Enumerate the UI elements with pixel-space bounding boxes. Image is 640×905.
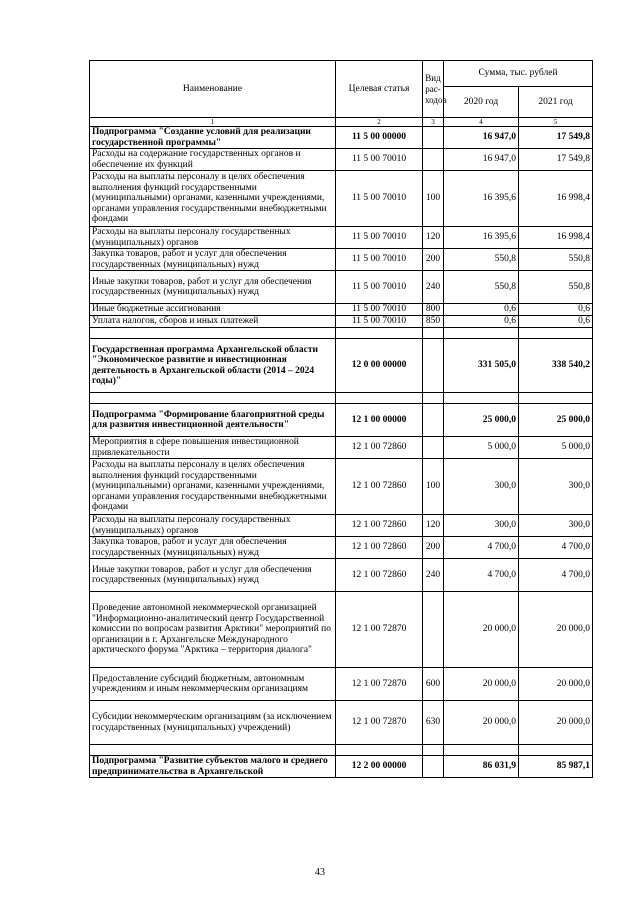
row-expense-type	[423, 437, 444, 459]
row-name: Расходы на содержание государственных органов и обеспечение их функций	[90, 149, 336, 171]
row-sum-2021: 300,0	[519, 515, 593, 537]
spacer-row	[90, 393, 593, 404]
row-sum-2021: 0,6	[519, 316, 593, 328]
table-row	[90, 316, 593, 328]
column-number: 4	[444, 118, 519, 127]
row-target-article: 12 1 00 72860	[336, 515, 423, 537]
table-row	[90, 304, 593, 316]
row-target-article: 12 2 00 00000	[336, 756, 423, 778]
budget-table	[89, 60, 593, 778]
table-row	[90, 127, 593, 149]
row-expense-type	[423, 756, 444, 778]
row-name: Закупка товаров, работ и услуг для обеспечения государственных (муниципальных) нужд	[90, 537, 336, 559]
row-sum-2020: 20 000,0	[444, 701, 519, 745]
row-sum-2020: 86 031,9	[444, 756, 519, 778]
row-expense-type: 850	[423, 316, 444, 328]
spacer-row	[90, 745, 593, 756]
row-target-article: 12 1 00 72860	[336, 559, 423, 592]
row-sum-2020: 300,0	[444, 515, 519, 537]
row-sum-2020: 16 395,6	[444, 171, 519, 227]
row-name: Субсидии некоммерческим организациям (за исключением государственных (муниципальных) учреждений)	[90, 701, 336, 745]
row-target-article: 11 5 00 00000	[336, 127, 423, 149]
row-expense-type: 800	[423, 304, 444, 316]
row-target-article: 11 5 00 70010	[336, 149, 423, 171]
row-target-article: 12 1 00 72860	[336, 537, 423, 559]
header-year-2020: 2020 год	[444, 87, 519, 118]
header-name: Наименование	[90, 61, 336, 118]
row-target-article: 11 5 00 70010	[336, 249, 423, 271]
column-number: 3	[423, 118, 444, 127]
row-sum-2021: 4 700,0	[519, 537, 593, 559]
row-expense-type	[423, 127, 444, 149]
row-sum-2021: 4 700,0	[519, 559, 593, 592]
row-name: Расходы на выплаты персоналу в целях обеспечения выполнения функций государственными (муниципальными) органами, казенными учреждениями, органами управления государственными внебюджетными фондами	[90, 459, 336, 515]
table-row	[90, 249, 593, 271]
header-sum: Сумма, тыс. рублей	[444, 61, 593, 87]
empty-cell	[444, 328, 519, 339]
row-sum-2020: 550,8	[444, 249, 519, 271]
row-sum-2021: 16 998,4	[519, 171, 593, 227]
row-expense-type: 240	[423, 559, 444, 592]
row-sum-2020: 16 947,0	[444, 149, 519, 171]
row-target-article: 12 1 00 72870	[336, 668, 423, 701]
row-sum-2020: 5 000,0	[444, 437, 519, 459]
row-name: Подпрограмма "Развитие субъектов малого и среднего предпринимательства в Архангельской	[90, 756, 336, 778]
row-expense-type: 120	[423, 515, 444, 537]
header-type: Вид рас-ходов	[423, 61, 444, 118]
table-row	[90, 459, 593, 515]
row-sum-2021: 20 000,0	[519, 701, 593, 745]
row-sum-2021: 300,0	[519, 459, 593, 515]
column-number: 2	[336, 118, 423, 127]
row-expense-type: 600	[423, 668, 444, 701]
row-name: Расходы на выплаты персоналу государственных (муниципальных) органов	[90, 227, 336, 249]
empty-cell	[90, 745, 336, 756]
row-target-article: 11 5 00 70010	[336, 171, 423, 227]
column-numbers-row	[90, 118, 593, 127]
table-body	[90, 127, 593, 778]
row-sum-2020: 0,6	[444, 316, 519, 328]
empty-cell	[90, 393, 336, 404]
table-row	[90, 339, 593, 393]
table-row	[90, 559, 593, 592]
row-expense-type: 240	[423, 271, 444, 304]
row-sum-2021: 0,6	[519, 304, 593, 316]
row-expense-type: 630	[423, 701, 444, 745]
row-expense-type	[423, 149, 444, 171]
table-row	[90, 537, 593, 559]
table-row	[90, 271, 593, 304]
row-name: Проведение автономной некоммерческой организацией "Информационно-аналитический центр Государственной комиссии по вопросам развития Арктики" мероприятий по организации в г. Архангельске Международного арктического форума "Арктика – территория диалога"	[90, 592, 336, 668]
row-name: Иные бюджетные ассигнования	[90, 304, 336, 316]
row-sum-2020: 4 700,0	[444, 559, 519, 592]
row-sum-2020: 4 700,0	[444, 537, 519, 559]
row-expense-type: 120	[423, 227, 444, 249]
row-sum-2020: 16 947,0	[444, 127, 519, 149]
row-target-article: 12 1 00 72870	[336, 592, 423, 668]
row-sum-2021: 17 549,8	[519, 127, 593, 149]
row-sum-2020: 300,0	[444, 459, 519, 515]
row-sum-2021: 25 000,0	[519, 404, 593, 437]
empty-cell	[444, 745, 519, 756]
row-sum-2020: 25 000,0	[444, 404, 519, 437]
row-name: Расходы на выплаты персоналу в целях обеспечения выполнения функций государственными (муниципальными) органами, казенными учреждениями, органами управления государственными внебюджетными фондами	[90, 171, 336, 227]
table-row	[90, 227, 593, 249]
row-target-article: 11 5 00 70010	[336, 227, 423, 249]
row-sum-2020: 16 395,6	[444, 227, 519, 249]
row-name: Подпрограмма "Формирование благоприятной среды для развития инвестиционной деятельности"	[90, 404, 336, 437]
row-expense-type: 200	[423, 537, 444, 559]
row-sum-2021: 550,8	[519, 271, 593, 304]
empty-cell	[336, 393, 423, 404]
row-sum-2021: 17 549,8	[519, 149, 593, 171]
empty-cell	[519, 745, 593, 756]
table-row	[90, 404, 593, 437]
row-target-article: 11 5 00 70010	[336, 316, 423, 328]
spacer-row	[90, 328, 593, 339]
row-name: Закупка товаров, работ и услуг для обеспечения государственных (муниципальных) нужд	[90, 249, 336, 271]
row-target-article: 12 0 00 00000	[336, 339, 423, 393]
row-sum-2020: 20 000,0	[444, 668, 519, 701]
row-target-article: 12 1 00 72860	[336, 437, 423, 459]
row-sum-2021: 338 540,2	[519, 339, 593, 393]
row-expense-type: 100	[423, 459, 444, 515]
empty-cell	[90, 328, 336, 339]
header-year-2021: 2021 год	[519, 87, 593, 118]
row-target-article: 11 5 00 70010	[336, 304, 423, 316]
table-row	[90, 756, 593, 778]
table-row	[90, 592, 593, 668]
table-row	[90, 668, 593, 701]
row-expense-type	[423, 592, 444, 668]
row-expense-type	[423, 339, 444, 393]
table-row	[90, 701, 593, 745]
row-target-article: 12 1 00 00000	[336, 404, 423, 437]
table-row	[90, 515, 593, 537]
empty-cell	[336, 328, 423, 339]
row-sum-2020: 0,6	[444, 304, 519, 316]
row-name: Расходы на выплаты персоналу государственных (муниципальных) органов	[90, 515, 336, 537]
row-name: Иные закупки товаров, работ и услуг для обеспечения государственных (муниципальных) нужд	[90, 559, 336, 592]
row-name: Иные закупки товаров, работ и услуг для обеспечения государственных (муниципальных) нужд	[90, 271, 336, 304]
empty-cell	[336, 745, 423, 756]
row-sum-2020: 550,8	[444, 271, 519, 304]
empty-cell	[423, 328, 444, 339]
row-target-article: 11 5 00 70010	[336, 271, 423, 304]
row-name: Предоставление субсидий бюджетным, автономным учреждениям и иным некоммерческим организациям	[90, 668, 336, 701]
row-sum-2021: 20 000,0	[519, 668, 593, 701]
row-expense-type: 200	[423, 249, 444, 271]
table-row	[90, 171, 593, 227]
empty-cell	[519, 328, 593, 339]
row-sum-2021: 16 998,4	[519, 227, 593, 249]
row-name: Мероприятия в сфере повышения инвестиционной привлекательности	[90, 437, 336, 459]
empty-cell	[444, 393, 519, 404]
empty-cell	[519, 393, 593, 404]
header-code: Целевая статья	[336, 61, 423, 118]
row-sum-2021: 5 000,0	[519, 437, 593, 459]
page-number: 43	[315, 867, 325, 878]
row-name: Государственная программа Архангельской области "Экономическое развитие и инвестиционная деятельность в Архангельской области (2014 – 2024 годы)"	[90, 339, 336, 393]
row-target-article: 12 1 00 72870	[336, 701, 423, 745]
row-sum-2020: 20 000,0	[444, 592, 519, 668]
column-number: 1	[90, 118, 336, 127]
row-sum-2021: 550,8	[519, 249, 593, 271]
row-sum-2020: 331 505,0	[444, 339, 519, 393]
row-target-article: 12 1 00 72860	[336, 459, 423, 515]
row-expense-type: 100	[423, 171, 444, 227]
row-sum-2021: 85 987,1	[519, 756, 593, 778]
row-sum-2021: 20 000,0	[519, 592, 593, 668]
row-name: Подпрограмма "Создание условий для реализации государственной программы"	[90, 127, 336, 149]
row-name: Уплата налогов, сборов и иных платежей	[90, 316, 336, 328]
empty-cell	[423, 393, 444, 404]
table-row	[90, 437, 593, 459]
table-row	[90, 149, 593, 171]
empty-cell	[423, 745, 444, 756]
column-number: 5	[519, 118, 593, 127]
table-header	[90, 61, 593, 127]
row-expense-type	[423, 404, 444, 437]
